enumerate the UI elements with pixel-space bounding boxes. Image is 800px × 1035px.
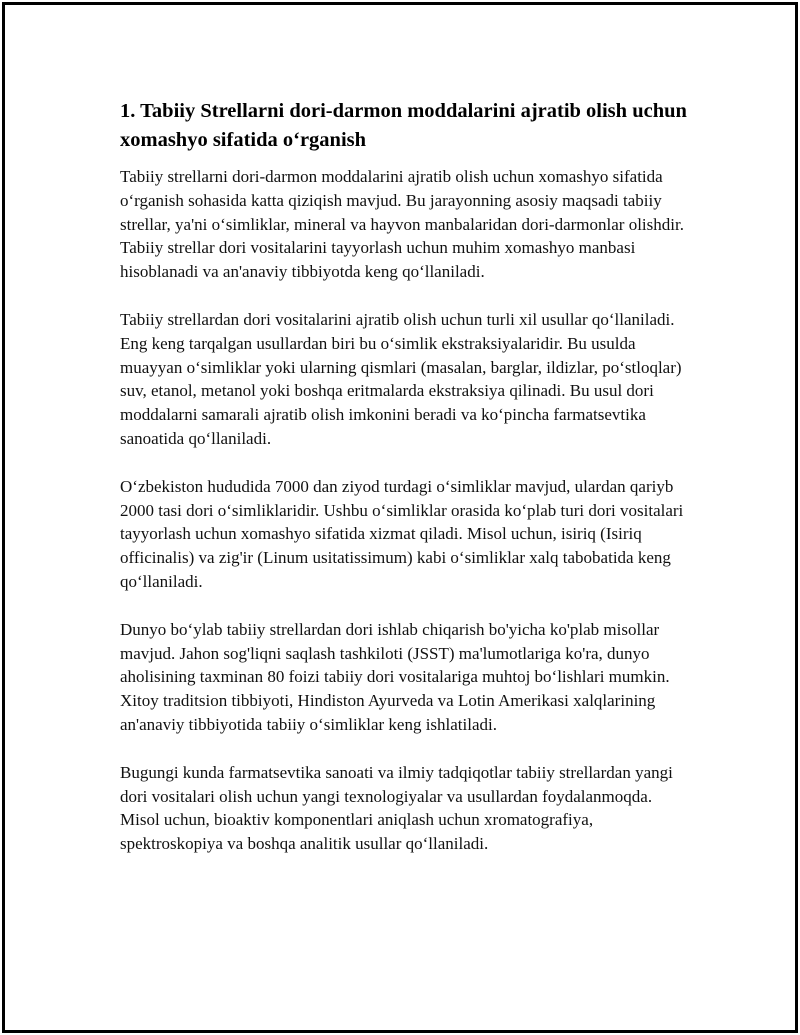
document-page [2, 2, 798, 1033]
paragraph-3: O‘zbekiston hududida 7000 dan ziyod turdagi o‘simliklar mavjud, ulardan qariyb 2000 tasi dori o‘simliklaridir. Ushbu o‘simliklar orasida ko‘plab turi dori vositalari tayyorlash uchun xomashyo sifatida xizmat qiladi. Misol uchun, isiriq (Isiriq officinalis) va zig'ir (Linum usitatissimum) kabi o‘simliklar xalq tabobatida keng qo‘llaniladi. [120, 476, 684, 591]
paragraph-2: Tabiiy strellardan dori vositalarini ajratib olish uchun turli xil usullar qo‘llaniladi. Eng keng tarqalgan usullardan biri bu o‘simlik ekstraksiyalaridir. Bu usulda muayyan o‘simliklar yoki ularning qismlari (masalan, barglar, ildizlar, po‘stloqlar) suv, etanol, metanol yoki boshqa eritmalarda ekstraksiya qilinadi. Bu usul dori moddalarni samarali ajratib olish imkonini beradi va ko‘pincha farmatsevtika sanoatida qo‘llaniladi. [120, 309, 682, 448]
document-heading: 1. Tabiiy Strellarni dori-darmon moddalarini ajratib olish uchun xomashyo sifatida o‘rganish [120, 100, 687, 151]
paragraph-4: Dunyo bo‘ylab tabiiy strellardan dori ishlab chiqarish bo'yicha ko'plab misollar mavjud. Jahon sog'liqni saqlash tashkiloti (JSST) ma'lumotlariga ko'ra, dunyo aholisining taxminan 80 foizi tabiiy dori vositalariga muhtoj bo‘lishlari mumkin. Xitoy traditsion tibbiyoti, Hindiston Ayurveda va Lotin Amerikasi xalqlarining an'anaviy tibbiyotida tabiiy o‘simliklar keng ishlatiladi. [120, 619, 670, 734]
paragraph-5: Bugungi kunda farmatsevtika sanoati va ilmiy tadqiqotlar tabiiy strellardan yangi dori vositalari olish uchun yangi texnologiyalar va usullardan foydalanmoqda. Misol uchun, bioaktiv komponentlari aniqlash uchun xromatografiya, spektroskopiya va boshqa analitik usullar qo‘llaniladi. [120, 762, 673, 854]
document-content [120, 97, 695, 880]
paragraph-1: Tabiiy strellarni dori-darmon moddalarini ajratib olish uchun xomashyo sifatida o‘rganish sohasida katta qiziqish mavjud. Bu jarayonning asosiy maqsadi tabiiy strellar, ya'ni o‘simliklar, mineral va hayvon manbalaridan dori-darmonlar olishdir. Tabiiy strellar dori vositalarini tayyorlash uchun muhim xomashyo manbasi hisoblanadi va an'anaviy tibbiyotda keng qo‘llaniladi. [120, 167, 684, 282]
